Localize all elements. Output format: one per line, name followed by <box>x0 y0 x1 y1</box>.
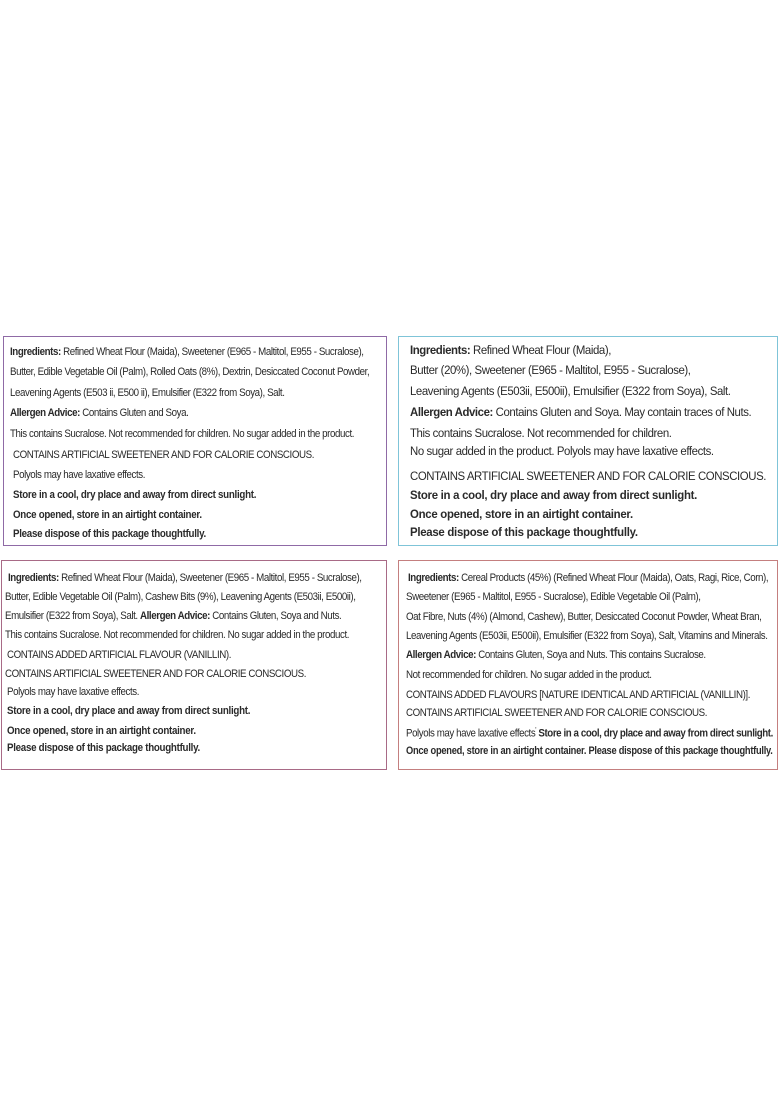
sucralose-note: This contains Sucralose. Not recommended for children. <box>410 426 672 440</box>
allergen-advice <box>410 405 751 419</box>
ingredients-heading: Ingredients: <box>408 572 459 584</box>
storage-instruction: Store in a cool, dry place and away from direct sunlight. <box>410 488 698 502</box>
sweetener-warning: CONTAINS ARTIFICIAL SWEETENER AND FOR CALORIE CONSCIOUS. <box>5 668 307 680</box>
storage-instruction: Store in a cool, dry place and away from direct sunlight. <box>538 727 773 740</box>
allergen-heading: Allergen Advice: <box>410 405 493 419</box>
dispose-note: Please dispose of this package thoughtfully. <box>13 528 206 540</box>
ingredients-line: Butter (20%), Sweetener (E965 - Maltitol, E955 - Sucralose), <box>410 363 691 377</box>
ingredients-line: Oat Fibre, Nuts (4%) (Almond, Cashew), Butter, Desiccated Coconut Powder, Wheat Bran, <box>406 611 762 623</box>
ingredients-line: Leavening Agents (E503ii, E500ii), Emulsifier (E322 from Soya), Salt, Vitamins and Minerals. <box>406 630 768 642</box>
sugar-polyols-note: No sugar added in the product. Polyols may have laxative effects. <box>410 444 714 458</box>
ingredients-text: Refined Wheat Flour (Maida), Sweetener (E965 - Maltitol, E955 - Sucralose), <box>63 346 364 358</box>
sucralose-note: This contains Sucralose. Not recommended for children. No sugar added in the product. <box>5 629 350 641</box>
ingredients-line <box>8 572 362 584</box>
once-opened-instruction: Once opened, store in an airtight container. <box>410 507 633 521</box>
flavour-note: CONTAINS ADDED ARTIFICIAL FLAVOUR (VANILLIN). <box>7 649 231 661</box>
ingredients-heading: Ingredients: <box>410 343 471 357</box>
storage-instruction: Store in a cool, dry place and away from direct sunlight. <box>7 705 251 717</box>
sweetener-warning: CONTAINS ARTIFICIAL SWEETENER AND FOR CALORIE CONSCIOUS. <box>410 469 767 483</box>
sweetener-warning: CONTAINS ARTIFICIAL SWEETENER AND FOR CALORIE CONSCIOUS. <box>406 707 708 719</box>
ingredients-line <box>5 610 341 622</box>
ingredients-text: Emulsifier (E322 from Soya), Salt. <box>5 610 138 622</box>
ingredients-line <box>408 572 768 584</box>
ingredients-line: Sweetener (E965 - Maltitol, E955 - Sucralose), Edible Vegetable Oil (Palm), <box>406 591 701 603</box>
ingredients-text: Refined Wheat Flour (Maida), <box>473 343 611 357</box>
sucralose-note: This contains Sucralose. Not recommended for children. No sugar added in the product. <box>10 428 355 440</box>
allergen-advice <box>10 407 188 419</box>
label-2 <box>398 336 778 546</box>
ingredients-line: Butter, Edible Vegetable Oil (Palm), Rolled Oats (8%), Dextrin, Desiccated Coconut Powder, <box>10 366 370 378</box>
polyols-storage-line: Polyols may have laxative effects' Store in a cool, dry place and away from direct sunlight. <box>406 727 773 740</box>
ingredients-heading: Ingredients: <box>10 346 61 358</box>
allergen-advice <box>406 649 706 661</box>
dispose-note: Please dispose of this package thoughtfully. <box>7 742 200 754</box>
ingredients-line: Leavening Agents (E503 ii, E500 ii), Emulsifier (E322 from Soya), Salt. <box>10 387 285 399</box>
ingredients-line: Butter, Edible Vegetable Oil (Palm), Cashew Bits (9%), Leavening Agents (E503ii, E500ii), <box>5 591 356 603</box>
ingredients-line <box>410 343 611 357</box>
polyols-note: Polyols may have laxative effects <box>406 727 536 740</box>
allergen-text: Contains Gluten and Soya. <box>82 407 189 419</box>
allergen-heading: Allergen Advice: <box>140 610 210 622</box>
ingredients-line <box>10 346 364 358</box>
flavour-note: CONTAINS ADDED FLAVOURS [NATURE IDENTICAL AND ARTIFICIAL (VANILLIN)]. <box>406 689 751 701</box>
allergen-text: Contains Gluten, Soya and Nuts. This contains Sucralose. <box>478 649 706 661</box>
label-1 <box>3 336 387 546</box>
polyols-note: Polyols may have laxative effects. <box>13 469 146 481</box>
label-3 <box>1 560 387 770</box>
once-opened-instruction: Once opened, store in an airtight container. <box>7 725 196 737</box>
ingredients-text: Refined Wheat Flour (Maida), Sweetener (E965 - Maltitol, E955 - Sucralose), <box>61 572 362 584</box>
allergen-heading: Allergen Advice: <box>10 407 80 419</box>
once-opened-instruction: Once opened, store in an airtight container. <box>13 509 202 521</box>
ingredients-text: Cereal Products (45%) (Refined Wheat Flour (Maida), Oats, Ragi, Rice, Corn), <box>461 572 769 584</box>
dispose-note: Please dispose of this package thoughtfully. <box>410 525 638 539</box>
ingredients-heading: Ingredients: <box>8 572 59 584</box>
once-opened-dispose: Once opened, store in an airtight container. Please dispose of this package thoughtfully. <box>406 745 773 757</box>
allergen-text: Contains Gluten, Soya and Nuts. <box>212 610 342 622</box>
allergen-text: Contains Gluten and Soya. May contain traces of Nuts. <box>495 405 752 419</box>
children-note: Not recommended for children. No sugar added in the product. <box>406 669 652 681</box>
allergen-heading: Allergen Advice: <box>406 649 476 661</box>
polyols-note: Polyols may have laxative effects. <box>7 686 140 698</box>
storage-instruction: Store in a cool, dry place and away from direct sunlight. <box>13 489 257 501</box>
label-4 <box>398 560 778 770</box>
sweetener-warning: CONTAINS ARTIFICIAL SWEETENER AND FOR CALORIE CONSCIOUS. <box>13 449 315 461</box>
ingredients-line: Leavening Agents (E503ii, E500ii), Emulsifier (E322 from Soya), Salt. <box>410 384 731 398</box>
